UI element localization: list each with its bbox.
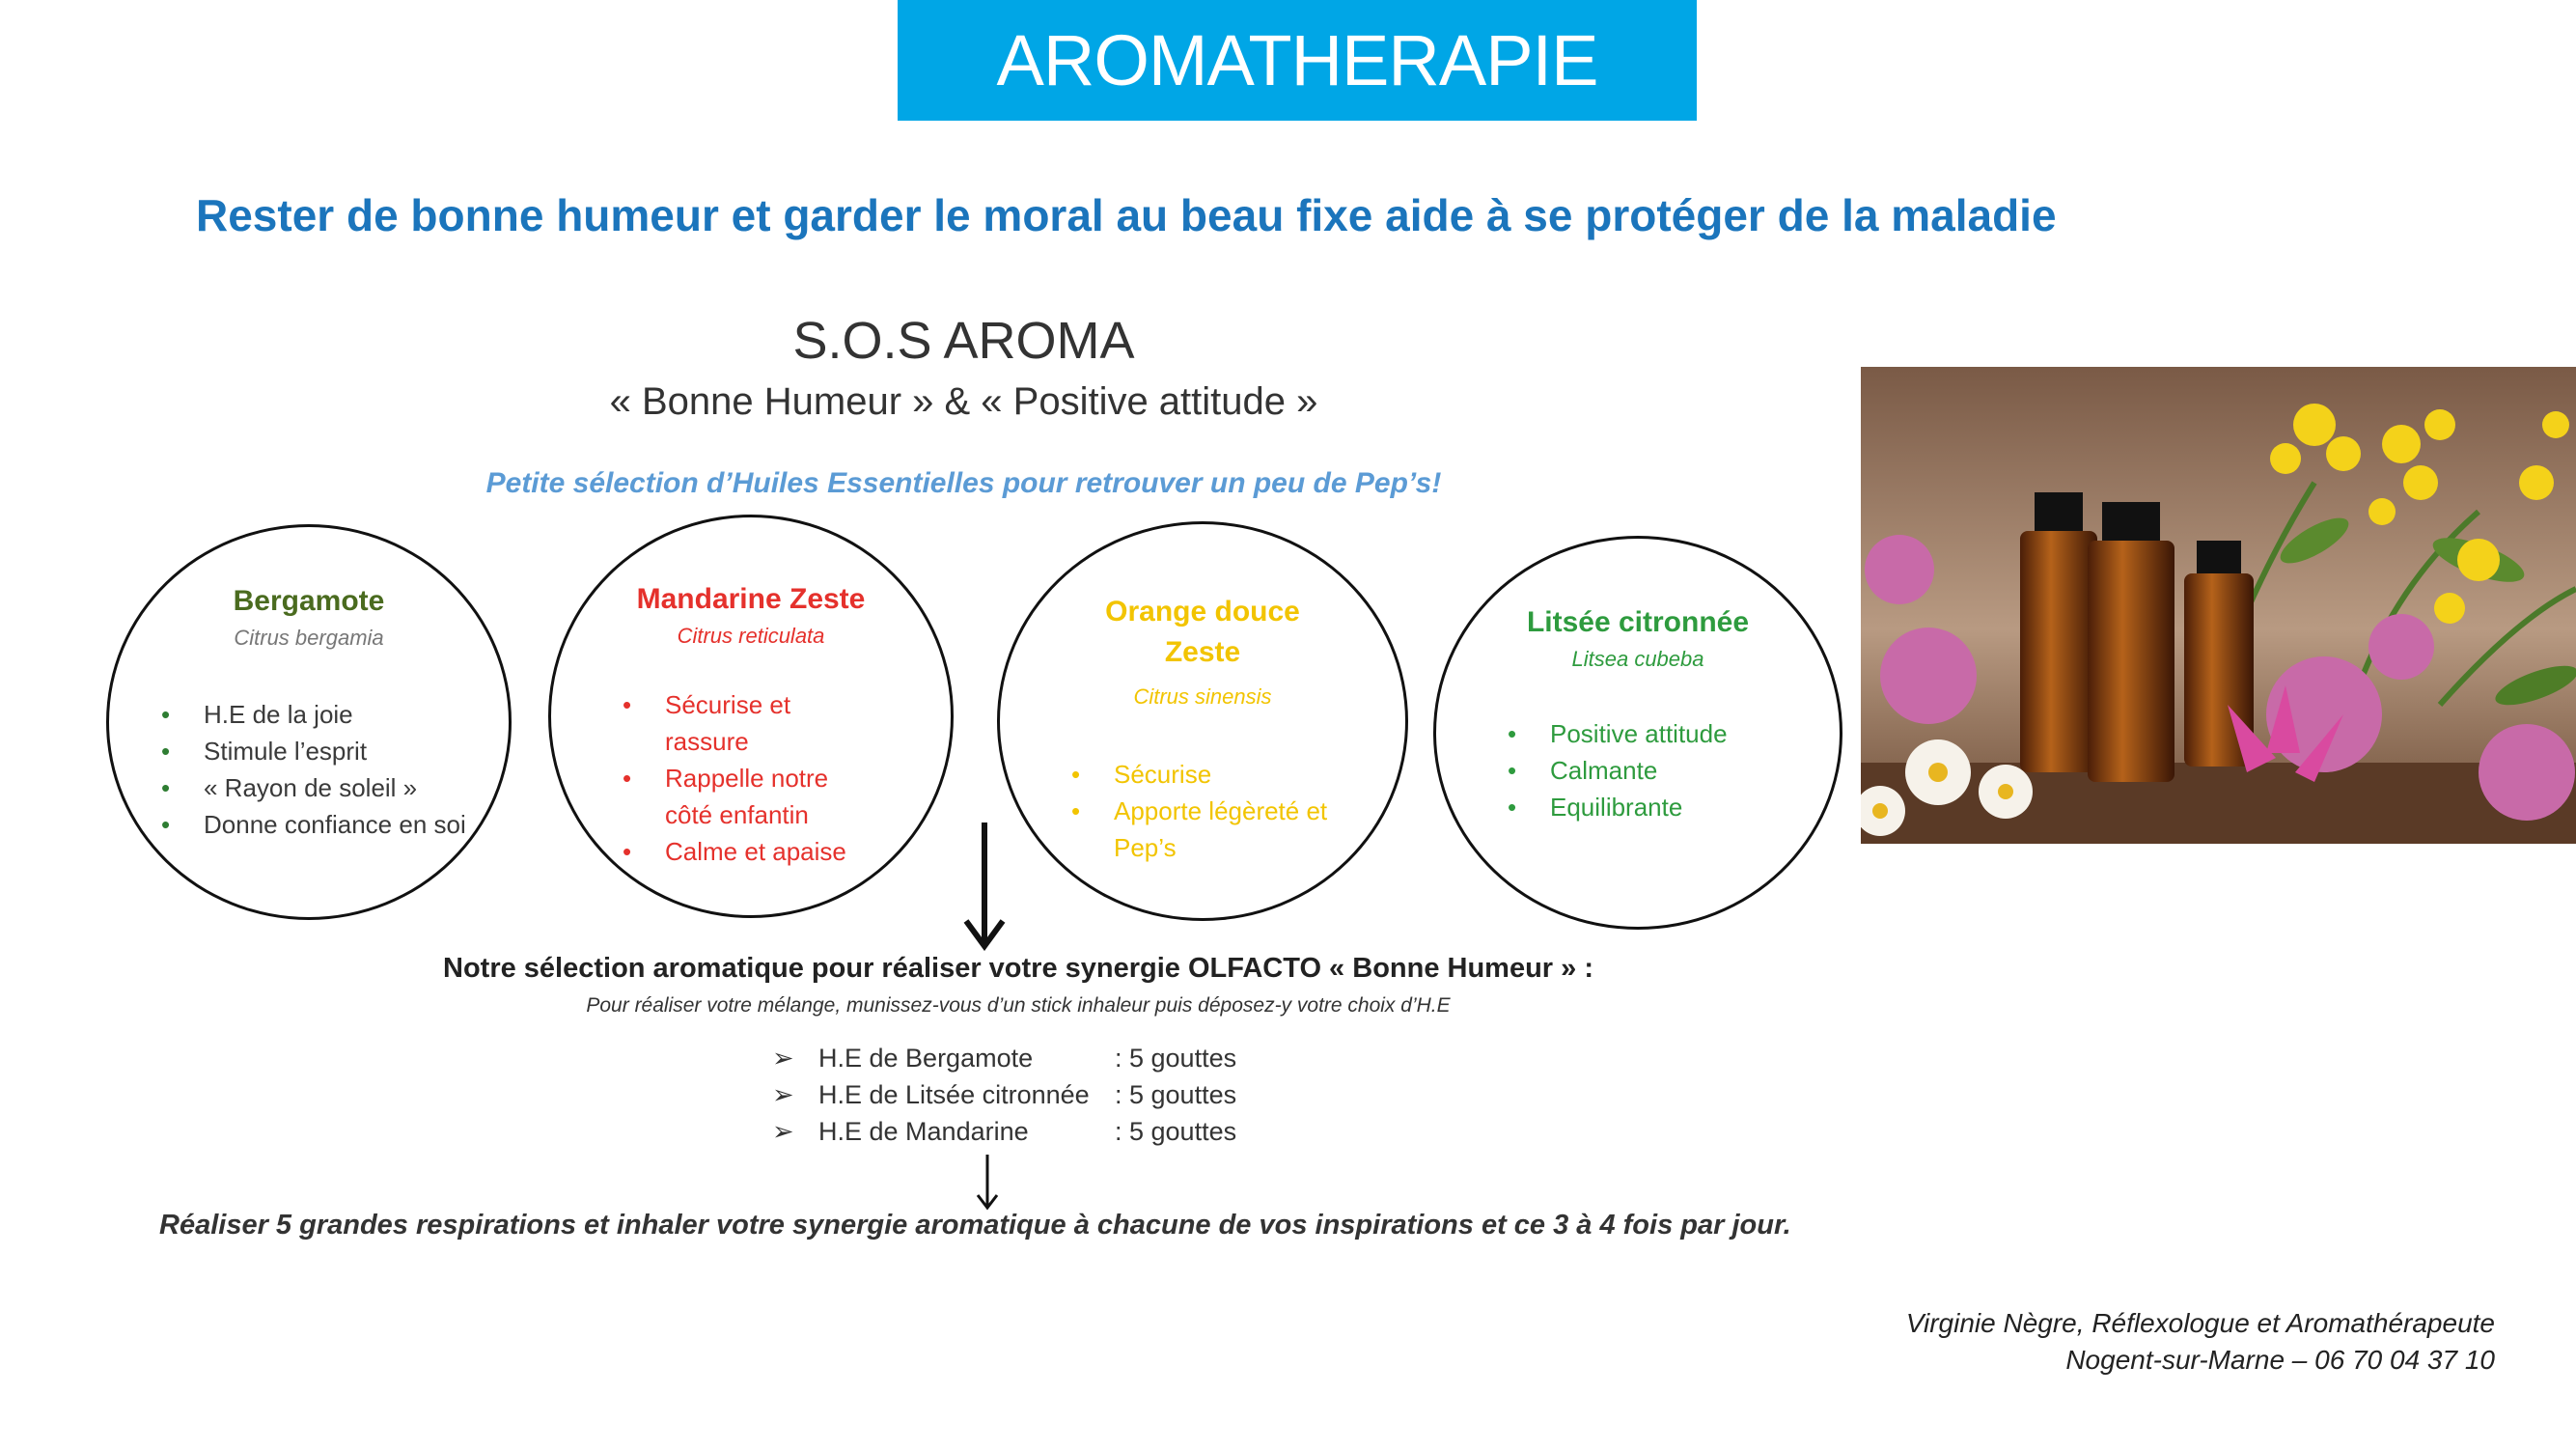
arrowhead-bullet-icon: ➢ (772, 1080, 794, 1109)
arrowhead-bullet-icon: ➢ (772, 1044, 794, 1073)
synergy-title: Notre sélection aromatique pour réaliser votre synergie OLFACTO « Bonne Humeur » : (443, 953, 1593, 984)
list-item: • Equilibrante (1508, 793, 1683, 822)
oil-benefits-list (1069, 756, 1330, 866)
page-subtitle: Rester de bonne humeur et garder le moral au beau fixe aide à se protéger de la maladie (196, 190, 2057, 240)
oil-card-bergamote (106, 524, 512, 920)
oil-name-line1: Orange douce (1105, 596, 1300, 627)
arrowhead-bullet-icon: ➢ (772, 1117, 794, 1146)
list-item: • H.E de la joie (161, 700, 353, 729)
author-line: Virginie Nègre, Réflexologue et Aromathérapeute (1905, 1308, 2495, 1338)
oil-latin-name: Litsea cubeba (1571, 647, 1704, 671)
sos-title: S.O.S AROMA (792, 312, 1135, 370)
recipe-oil: H.E de Bergamote (818, 1044, 1034, 1073)
usage-instruction: Réaliser 5 grandes respirations et inhaler votre synergie aromatique à chacune de vos inspirations et ce 3 à 4 fois par jour. (159, 1210, 1791, 1241)
oil-name: Mandarine Zeste (636, 583, 866, 615)
oil-name-line2: Zeste (1164, 636, 1241, 668)
contact-line: Nogent-sur-Marne – 06 70 04 37 10 (2065, 1345, 2495, 1375)
list-item: • Sécurise et rassure (623, 690, 791, 756)
list-item: • Donne confiance en soi (161, 810, 466, 839)
essential-oils-photo (1861, 367, 2576, 844)
selection-intro: Petite sélection d’Huiles Essentielles pour retrouver un peu de Pep’s! (485, 467, 1442, 499)
page-title: AROMATHERAPIE (996, 20, 1598, 100)
oil-latin-name: Citrus bergamia (234, 626, 384, 650)
oil-latin-name: Citrus reticulata (677, 624, 825, 648)
oil-card-orange-douce (997, 521, 1408, 921)
oil-latin-name: Citrus sinensis (1133, 684, 1272, 709)
sos-subtitle: « Bonne Humeur » & « Positive attitude » (609, 380, 1318, 423)
recipe-oil: H.E de Mandarine (818, 1117, 1029, 1146)
oil-benefits-list (621, 686, 862, 870)
oil-benefits-list (1506, 715, 1795, 825)
list-item: • Rappelle notre côté enfantin (623, 764, 829, 829)
recipe-quantity: : 5 gouttes (1115, 1117, 1237, 1146)
title-banner (898, 0, 1697, 121)
list-item: • « Rayon de soleil » (161, 773, 418, 802)
recipe-quantity: : 5 gouttes (1115, 1044, 1237, 1073)
list-item: • Positive attitude (1508, 719, 1728, 748)
oil-benefits-list (159, 696, 478, 843)
list-item: • Calme et apaise (623, 837, 846, 866)
recipe-oil: H.E de Litsée citronnée (818, 1080, 1090, 1109)
synergy-hint: Pour réaliser votre mélange, munissez-vous d’un stick inhaleur puis déposez-y votre choix d’H.E (586, 994, 1451, 1017)
down-arrow-icon (960, 821, 1009, 951)
list-item: • Apporte légèreté et Pep’s (1071, 796, 1328, 862)
oil-card-mandarine (548, 515, 954, 918)
list-item: • Sécurise (1071, 760, 1212, 789)
oil-name: Bergamote (233, 585, 385, 617)
list-item: • Calmante (1508, 756, 1658, 785)
list-item: • Stimule l’esprit (161, 737, 368, 766)
oil-name: Litsée citronnée (1526, 606, 1750, 638)
small-down-arrow-icon (973, 1153, 1002, 1211)
oil-card-litsee (1433, 536, 1842, 930)
recipe-quantity: : 5 gouttes (1115, 1080, 1237, 1109)
